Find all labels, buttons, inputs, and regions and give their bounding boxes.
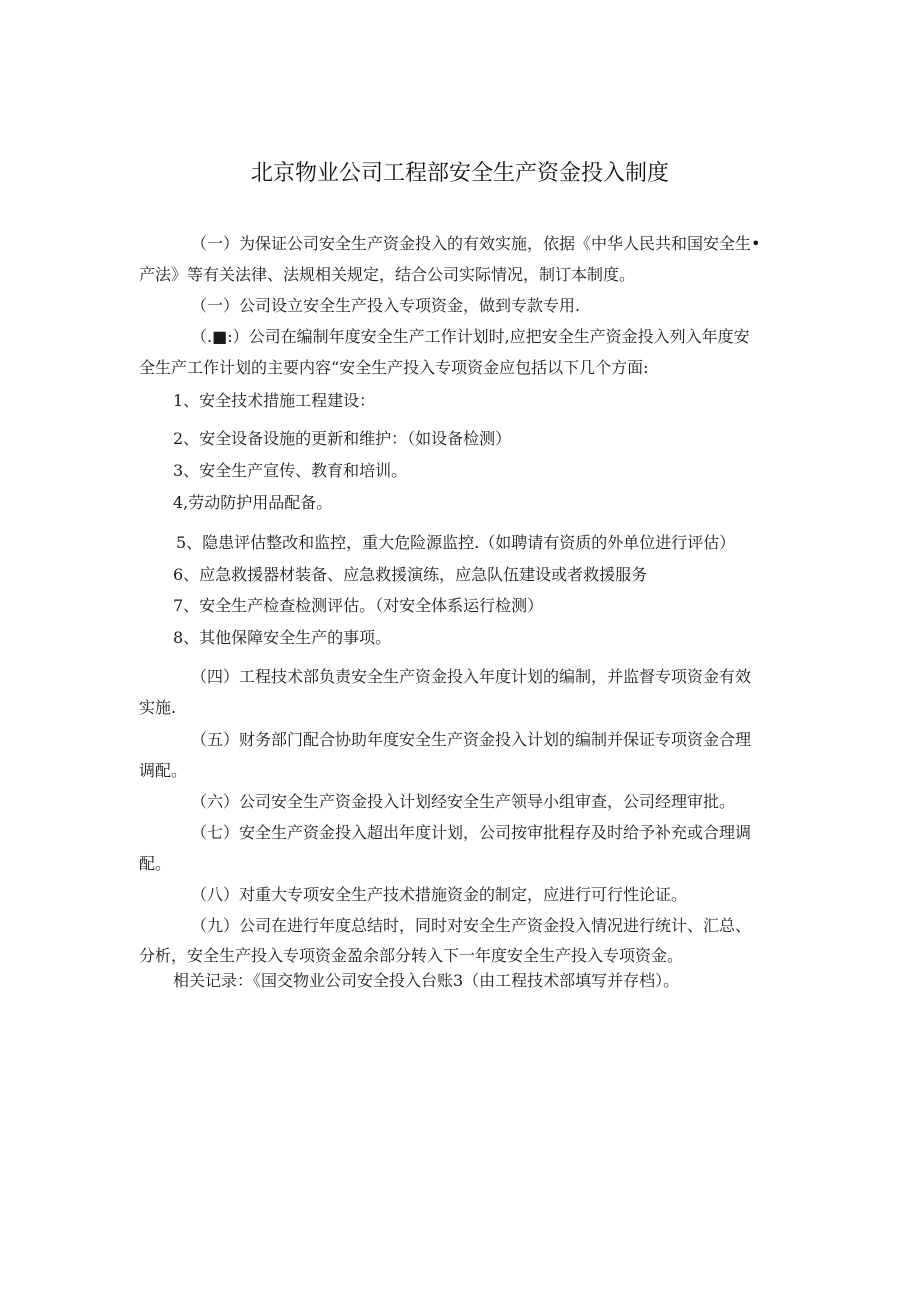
list-item-7: 7、安全生产检查检测评估。（对安全体系运行检测） — [173, 596, 544, 615]
list-item-3: 3、安全生产宣传、教育和培训。 — [173, 461, 408, 480]
list-item-4: 4,劳动防护用品配备。 — [173, 493, 333, 512]
paragraph-1-line-2: 产法》等有关法律、法规相关规定，结合公司实际情况，制订本制度。 — [139, 265, 636, 284]
paragraph-9-line-1: （九）公司在进行年度总结时，同时对安全生产资金投入情况进行统计、汇总、 — [191, 916, 752, 935]
paragraph-8: （八）对重大专项安全生产技术措施资金的制定，应进行可行性论证。 — [191, 885, 688, 904]
paragraph-1-line-1: （一）为保证公司安全生产资金投入的有效实施，依据《中华人民共和国安全生• — [191, 234, 761, 253]
document-title: 北京物业公司工程部安全生产资金投入制度 — [250, 161, 669, 186]
paragraph-3-line-2: 全生产工作计划的主要内容“安全生产投入专项资金应包括以下几个方面: — [139, 358, 649, 377]
paragraph-4-line-2: 实施. — [139, 698, 177, 717]
list-item-8: 8、其他保障安全生产的事项。 — [173, 628, 392, 647]
paragraph-9-line-2: 分析，安全生产投入专项资金盈余部分转入下一年度安全生产投入专项资金。 — [139, 946, 684, 965]
paragraph-6: （六）公司安全生产资金投入计划经安全生产领导小组审查，公司经理审批。 — [191, 792, 736, 811]
paragraph-2: （一）公司设立安全生产投入专项资金，做到专款专用. — [191, 296, 581, 315]
paragraph-5-line-1: （五）财务部门配合协助年度安全生产资金投入计划的编制并保证专项资金合理 — [191, 730, 752, 749]
paragraph-3-line-1: （.■:）公司在编制年度安全生产工作计划时,应把安全生产资金投入列入年度安 — [191, 327, 750, 346]
paragraph-4-line-1: （四）工程技术部负责安全生产资金投入年度计划的编制，并监督专项资金有效 — [191, 667, 752, 686]
list-item-1: 1、安全技术措施工程建设： — [173, 391, 376, 410]
list-item-6: 6、应急救援器材装备、应急救援演练，应急队伍建设或者救援服务 — [173, 565, 648, 584]
list-item-5: 5、隐患评估整改和监控，重大危险源监控.（如聘请有资质的外单位进行评估） — [176, 533, 736, 552]
list-item-2: 2、安全设备设施的更新和维护：（如设备检测） — [173, 429, 512, 448]
related-records: 相关记录：《国交物业公司安全投入台账3（由工程技术部填写并存档）。 — [173, 971, 680, 990]
paragraph-7-line-2: 配。 — [139, 854, 172, 873]
paragraph-5-line-2: 调配。 — [139, 761, 188, 780]
paragraph-7-line-1: （七）安全生产资金投入超出年度计划，公司按审批程存及时给予补充或合理调 — [191, 823, 752, 842]
